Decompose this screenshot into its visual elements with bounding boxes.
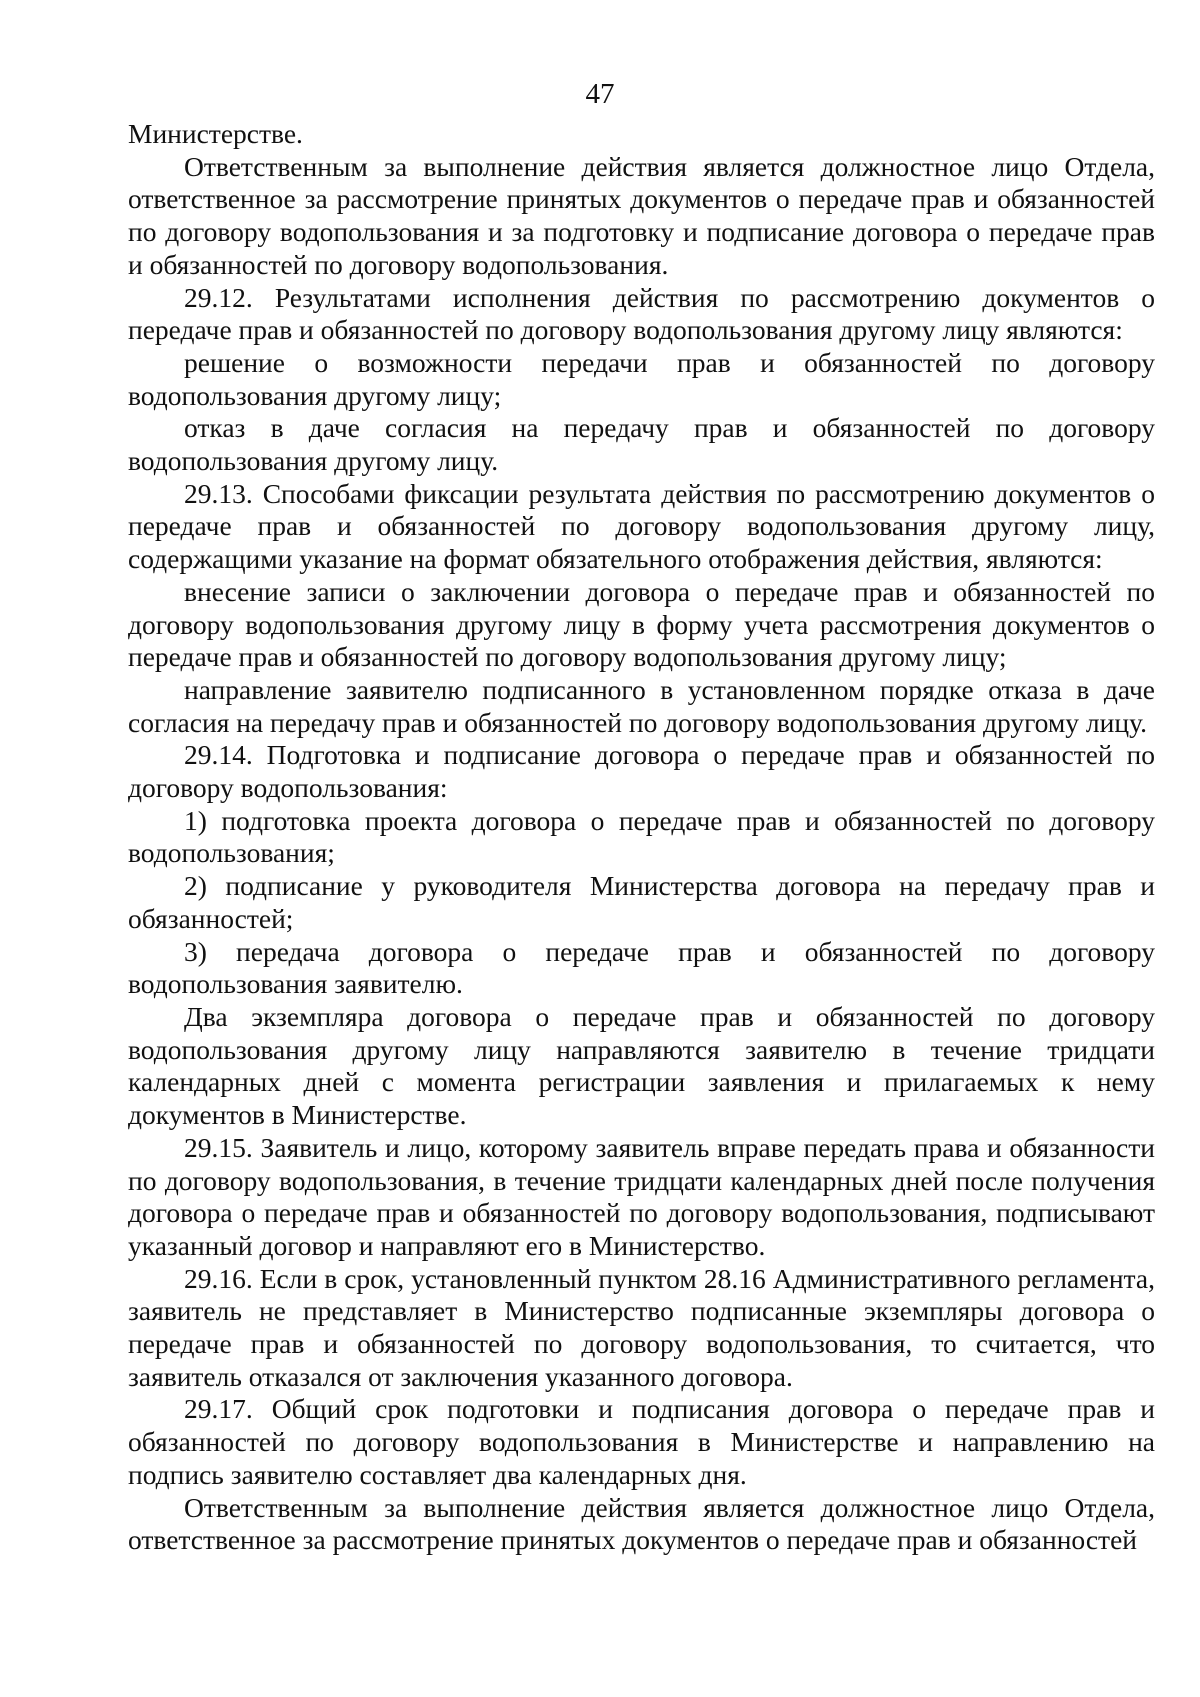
paragraph: 29.12. Результатами исполнения действия по рассмотрению документов о передаче прав и обязанностей по договору водопользования другому лицу являются: xyxy=(128,281,1155,346)
paragraph: отказ в даче согласия на передачу прав и обязанностей по договору водопользования другому лицу. xyxy=(128,412,1155,477)
paragraph: направление заявителю подписанного в установленном порядке отказа в даче согласия на передачу прав и обязанностей по договору водопользования другому лицу. xyxy=(128,673,1155,738)
paragraph: 3) передача договора о передаче прав и обязанностей по договору водопользования заявителю. xyxy=(128,935,1155,1000)
paragraph: 29.14. Подготовка и подписание договора о передаче прав и обязанностей по договору водопользования: xyxy=(128,739,1155,804)
paragraph: 29.15. Заявитель и лицо, которому заявитель вправе передать права и обязанности по договору водопользования, в течение тридцати календарных дней после получения договора о передаче прав и обязанностей по договору водопользования, подписывают указанный договор и направляют его в Министерство. xyxy=(128,1131,1155,1261)
paragraph: Два экземпляра договора о передаче прав и обязанностей по договору водопользования другому лицу направляются заявителю в течение тридцати календарных дней с момента регистрации заявления и прилагаемых к нему документов в Министерстве. xyxy=(128,1000,1155,1131)
paragraph: решение о возможности передачи прав и обязанностей по договору водопользования другому лицу; xyxy=(128,346,1155,411)
paragraph: 2) подписание у руководителя Министерства договора на передачу прав и обязанностей; xyxy=(128,870,1155,934)
paragraph: 1) подготовка проекта договора о передаче прав и обязанностей по договору водопользования; xyxy=(128,804,1155,869)
paragraph: Ответственным за выполнение действия является должностное лицо Отдела, ответственное за рассмотрение принятых документов о передаче прав и обязанностей xyxy=(128,1491,1155,1556)
paragraph: 29.17. Общий срок подготовки и подписания договора о передаче прав и обязанностей по договору водопользования в Министерстве и направлению на подпись заявителю составляет два календарных дня. xyxy=(128,1393,1155,1490)
paragraph: 29.13. Способами фиксации результата действия по рассмотрению документов о передаче прав и обязанностей по договору водопользования другому лицу, содержащими указание на формат обязательного отображения действия, являются: xyxy=(128,477,1155,575)
paragraph: внесение записи о заключении договора о передаче прав и обязанностей по договору водопользования другому лицу в форму учета рассмотрения документов о передаче прав и обязанностей по договору водопользования другому лицу; xyxy=(128,575,1155,673)
paragraph: 29.16. Если в срок, установленный пунктом 28.16 Административного регламента, заявитель не представляет в Министерство подписанные экземпляры договора о передаче прав и обязанностей по договору водопользования, то считается, что заявитель отказался от заключения указанного договора. xyxy=(128,1262,1155,1392)
paragraph: Ответственным за выполнение действия является должностное лицо Отдела, ответственное за рассмотрение принятых документов о передаче прав и обязанностей по договору водопользования и за подготовку и подписание договора о передаче прав и обязанностей по договору водопользования. xyxy=(128,150,1155,280)
page-number: 47 xyxy=(585,78,615,110)
paragraph: Министерстве. xyxy=(128,118,303,149)
document-body xyxy=(128,118,1155,1557)
